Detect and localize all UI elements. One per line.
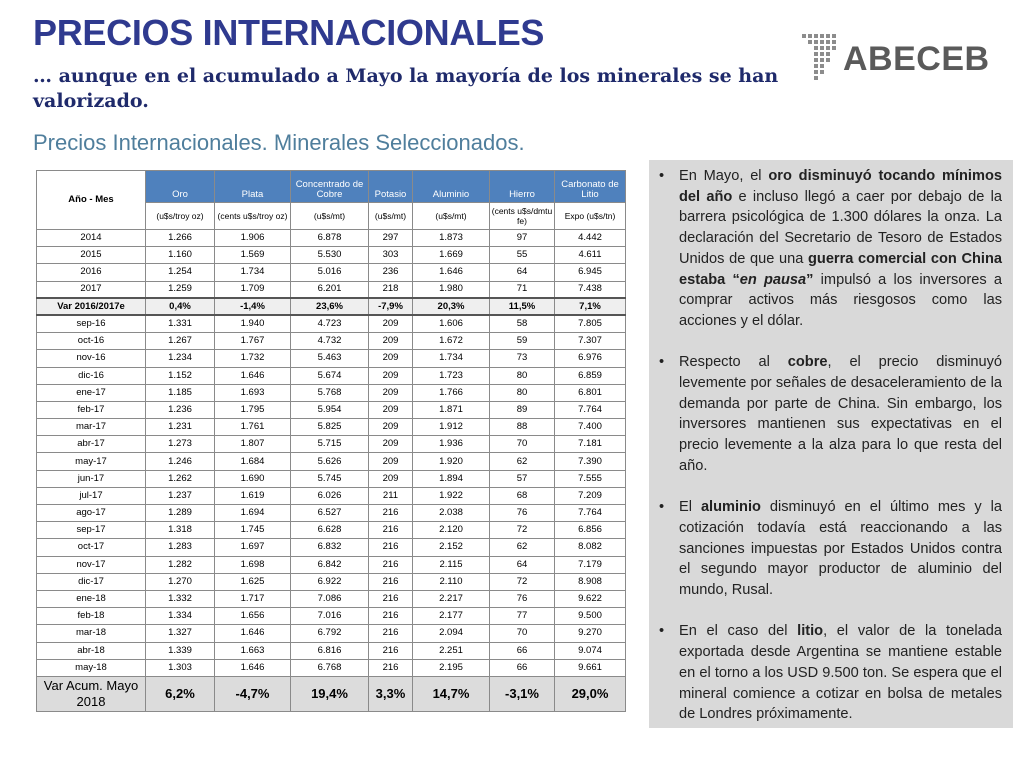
text-segment: En el caso del [679, 623, 798, 640]
table-cell: 1.273 [146, 436, 215, 453]
row-label: oct-17 [37, 539, 146, 556]
table-cell: 209 [369, 436, 413, 453]
table-row [37, 522, 626, 539]
table-cell: 1.236 [146, 401, 215, 418]
table-cell: 68 [490, 487, 555, 504]
table-row [37, 642, 626, 659]
table-cell: 236 [369, 264, 413, 281]
row-label: feb-18 [37, 608, 146, 625]
table-cell: 2.177 [413, 608, 490, 625]
accumulated-row-group [37, 676, 626, 711]
table-cell: 1.980 [413, 281, 490, 298]
table-cell: 6.856 [555, 522, 626, 539]
accumulated-variation-row [37, 676, 626, 711]
table-cell: 216 [369, 590, 413, 607]
table-cell: 97 [490, 230, 555, 247]
table-cell: 1.690 [215, 470, 291, 487]
table-row [37, 590, 626, 607]
table-cell: 70 [490, 436, 555, 453]
table-cell: 1.873 [413, 230, 490, 247]
column-header-plata: Plata [215, 171, 291, 203]
table-cell: 2.217 [413, 590, 490, 607]
table-cell: 2.115 [413, 556, 490, 573]
table-cell: 9.622 [555, 590, 626, 607]
table-row [37, 436, 626, 453]
table-cell: 6.859 [555, 367, 626, 384]
bullet-marker: • [659, 623, 665, 640]
table-cell: 2.110 [413, 573, 490, 590]
table-cell: 89 [490, 401, 555, 418]
table-cell: 72 [490, 573, 555, 590]
table-cell: 1.231 [146, 419, 215, 436]
table-cell: 5.768 [291, 384, 369, 401]
table-row [37, 487, 626, 504]
table-cell: 1.672 [413, 333, 490, 350]
table-row [37, 384, 626, 401]
bullet-marker: • [659, 168, 665, 184]
table-cell: 209 [369, 367, 413, 384]
table-cell: 1.732 [215, 350, 291, 367]
text-segment: , el precio disminuyó levemente por señales de desaceleramiento de la demanda por parte de China. Sin embargo, los inversores mantienen sus expectativas en el precio levemente a la alza para lo que resta del año. [679, 354, 1002, 474]
table-cell: 2.152 [413, 539, 490, 556]
table-cell: 1.684 [215, 453, 291, 470]
row-label: feb-17 [37, 401, 146, 418]
table-cell: -7,9% [369, 298, 413, 315]
column-header-hierro: Hierro [490, 171, 555, 203]
table-cell: 209 [369, 350, 413, 367]
table-row [37, 556, 626, 573]
row-label: 2014 [37, 230, 146, 247]
table-cell: 1.807 [215, 436, 291, 453]
table-cell: 6.832 [291, 539, 369, 556]
bullet-copper [659, 352, 1002, 476]
table-cell: 1.283 [146, 539, 215, 556]
table-cell: 5.745 [291, 470, 369, 487]
unit-potasio: (u$s/mt) [369, 203, 413, 230]
table-cell: 2.195 [413, 659, 490, 676]
table-cell: -1,4% [215, 298, 291, 315]
table-cell: 1.606 [413, 315, 490, 332]
table-cell: 216 [369, 625, 413, 642]
row-label: mar-17 [37, 419, 146, 436]
table-cell: 66 [490, 659, 555, 676]
table-cell: 209 [369, 419, 413, 436]
dotted-map-icon [800, 30, 844, 86]
table-cell: 70 [490, 625, 555, 642]
row-label: Var Acum. Mayo 2018 [37, 676, 146, 711]
bullet-marker: • [659, 354, 665, 371]
bullet-copper-text [679, 354, 1002, 474]
row-label: ene-18 [37, 590, 146, 607]
table-cell: 297 [369, 230, 413, 247]
table-cell: 9.074 [555, 642, 626, 659]
table-cell: 1.694 [215, 505, 291, 522]
table-row [37, 230, 626, 247]
table-cell: 209 [369, 453, 413, 470]
table-cell: 216 [369, 573, 413, 590]
table-cell: 64 [490, 556, 555, 573]
row-label: sep-16 [37, 315, 146, 332]
table-cell: 1.663 [215, 642, 291, 659]
unit-plata: (cents u$s/troy oz) [215, 203, 291, 230]
text-segment: litio [797, 623, 824, 640]
table-cell: 58 [490, 315, 555, 332]
table-cell: 1.912 [413, 419, 490, 436]
bullet-marker: • [659, 499, 665, 516]
bullet-gold-text [679, 168, 1002, 329]
table-cell: 8.908 [555, 573, 626, 590]
unit-cobre: (u$s/mt) [291, 203, 369, 230]
table-cell: 7.086 [291, 590, 369, 607]
table-cell: 7.390 [555, 453, 626, 470]
table-cell: 5.715 [291, 436, 369, 453]
table-cell: 7.764 [555, 505, 626, 522]
table-cell: 1.646 [215, 625, 291, 642]
table-cell: 1.697 [215, 539, 291, 556]
table-cell: 209 [369, 470, 413, 487]
table-cell: 1.894 [413, 470, 490, 487]
table-cell: 216 [369, 642, 413, 659]
table-cell: 1.795 [215, 401, 291, 418]
table-row [37, 281, 626, 298]
table-row [37, 505, 626, 522]
table-cell: 1.332 [146, 590, 215, 607]
table-row [37, 401, 626, 418]
column-header-oro: Oro [146, 171, 215, 203]
table-cell: 55 [490, 247, 555, 264]
table-cell: 1.619 [215, 487, 291, 504]
table-cell: 6.922 [291, 573, 369, 590]
table-cell: 7.179 [555, 556, 626, 573]
table-cell: 6.945 [555, 264, 626, 281]
table-cell: 6.801 [555, 384, 626, 401]
table-cell: 7.764 [555, 401, 626, 418]
table-cell: 9.500 [555, 608, 626, 625]
text-segment: El [679, 499, 701, 516]
row-label: abr-17 [37, 436, 146, 453]
table-cell: 1.698 [215, 556, 291, 573]
text-segment: ” [806, 271, 814, 288]
column-header-potasio: Potasio [369, 171, 413, 203]
table-cell: 4.442 [555, 230, 626, 247]
table-cell: 1.723 [413, 367, 490, 384]
table-cell: 7.805 [555, 315, 626, 332]
monthly-rows [37, 315, 626, 676]
table-cell: 1.318 [146, 522, 215, 539]
table-cell: 1.693 [215, 384, 291, 401]
table-cell: 1.717 [215, 590, 291, 607]
table-cell: 7,1% [555, 298, 626, 315]
table-cell: 2.038 [413, 505, 490, 522]
table-cell: 1.940 [215, 315, 291, 332]
row-label: Var 2016/2017e [37, 298, 146, 315]
table-cell: 9.661 [555, 659, 626, 676]
commentary-panel [649, 160, 1013, 728]
table-cell: 211 [369, 487, 413, 504]
table-row [37, 625, 626, 642]
table-row [37, 264, 626, 281]
table-cell: 1.906 [215, 230, 291, 247]
page-title: PRECIOS INTERNACIONALES [33, 12, 545, 53]
table-cell: 71 [490, 281, 555, 298]
table-cell: 4.723 [291, 315, 369, 332]
table-cell: 6.816 [291, 642, 369, 659]
table-cell: 1.646 [215, 659, 291, 676]
row-label: 2015 [37, 247, 146, 264]
row-label: ene-17 [37, 384, 146, 401]
table-cell: 5.530 [291, 247, 369, 264]
table-cell: 11,5% [490, 298, 555, 315]
table-cell: 80 [490, 367, 555, 384]
text-segment: oro disminuyó tocando mínimos del año [679, 168, 1002, 205]
table-cell: 216 [369, 522, 413, 539]
table-cell: 1.185 [146, 384, 215, 401]
row-label: abr-18 [37, 642, 146, 659]
table-cell: 4.611 [555, 247, 626, 264]
table-cell: 7.555 [555, 470, 626, 487]
table-row [37, 573, 626, 590]
table-row [37, 315, 626, 332]
text-segment: e incluso llegó a caer por debajo de la barrera psicológica de 1.300 dólares la onza. La declaración del Secretario de Tesoro de Estados Unidos de que una [679, 188, 1002, 267]
table-cell: 7.209 [555, 487, 626, 504]
table-cell: 1.237 [146, 487, 215, 504]
table-cell: 1.920 [413, 453, 490, 470]
row-label: dic-17 [37, 573, 146, 590]
table-cell: 1.625 [215, 573, 291, 590]
table-cell: 1.745 [215, 522, 291, 539]
table-cell: 5.463 [291, 350, 369, 367]
table-row [37, 470, 626, 487]
table-cell: 216 [369, 608, 413, 625]
text-segment: Respecto al [679, 354, 788, 371]
table-cell: 1.160 [146, 247, 215, 264]
table-cell: 2.120 [413, 522, 490, 539]
text-segment: aluminio [700, 499, 761, 516]
year-month-header: Año - Mes [37, 171, 146, 230]
row-label: ago-17 [37, 505, 146, 522]
table-cell: 1.327 [146, 625, 215, 642]
table-cell: 1.656 [215, 608, 291, 625]
text-segment: , el valor de la tonelada exportada desde Argentina se mantiene estable en el torno a los USD 9.500 ton. Se espera que el mineral comience a cotizar en bolsa de metales de Londres próximamente. [679, 623, 1003, 723]
table-cell: 57 [490, 470, 555, 487]
table-cell: 1.734 [413, 350, 490, 367]
row-label: nov-16 [37, 350, 146, 367]
table-cell: 8.082 [555, 539, 626, 556]
bullet-aluminium [659, 497, 1002, 601]
row-label: oct-16 [37, 333, 146, 350]
column-header-cobre: Concentrado de Cobre [291, 171, 369, 203]
table-cell: 1.259 [146, 281, 215, 298]
table-cell: 1.766 [413, 384, 490, 401]
table-cell: 66 [490, 642, 555, 659]
row-label: 2016 [37, 264, 146, 281]
table-cell: 218 [369, 281, 413, 298]
table-cell: 7.438 [555, 281, 626, 298]
table-cell: 1.334 [146, 608, 215, 625]
table-cell: 1.262 [146, 470, 215, 487]
table-cell: 9.270 [555, 625, 626, 642]
table-cell: 0,4% [146, 298, 215, 315]
table-row [37, 539, 626, 556]
row-label: nov-17 [37, 556, 146, 573]
table-cell: 303 [369, 247, 413, 264]
table-row [37, 350, 626, 367]
table-cell: 6.842 [291, 556, 369, 573]
table-cell: 29,0% [555, 676, 626, 711]
table-cell: 77 [490, 608, 555, 625]
table-cell: 1.331 [146, 315, 215, 332]
table-row [37, 453, 626, 470]
table-cell: 20,3% [413, 298, 490, 315]
table-cell: 5.954 [291, 401, 369, 418]
table-cell: 6.026 [291, 487, 369, 504]
bullet-lithium [659, 621, 1002, 725]
table-cell: 216 [369, 659, 413, 676]
table-cell: 5.016 [291, 264, 369, 281]
column-header-aluminio: Aluminio [413, 171, 490, 203]
table-cell: -3,1% [490, 676, 555, 711]
table-cell: 14,7% [413, 676, 490, 711]
table-cell: 59 [490, 333, 555, 350]
row-label: sep-17 [37, 522, 146, 539]
table-cell: 216 [369, 505, 413, 522]
table-cell: 1.254 [146, 264, 215, 281]
table-cell: 6.527 [291, 505, 369, 522]
table-cell: 5.626 [291, 453, 369, 470]
bullet-lithium-text [679, 623, 1002, 722]
table-cell: 1.761 [215, 419, 291, 436]
table-cell: 1.289 [146, 505, 215, 522]
table-cell: 1.246 [146, 453, 215, 470]
table-cell: 62 [490, 453, 555, 470]
table-cell: 1.709 [215, 281, 291, 298]
table-cell: 7.016 [291, 608, 369, 625]
table-cell: 1.871 [413, 401, 490, 418]
table-row [37, 659, 626, 676]
table-cell: 6.628 [291, 522, 369, 539]
table-cell: 4.732 [291, 333, 369, 350]
table-cell: -4,7% [215, 676, 291, 711]
section-title: Precios Internacionales. Minerales Seleccionados. [33, 130, 525, 155]
table-cell: 2.251 [413, 642, 490, 659]
text-segment: En Mayo, el [679, 168, 769, 184]
table-cell: 76 [490, 590, 555, 607]
page-subtitle: … aunque en el acumulado a Mayo la mayoría de los minerales se han valorizado. [33, 65, 779, 112]
table-cell: 1.922 [413, 487, 490, 504]
table-cell: 1.266 [146, 230, 215, 247]
unit-aluminio: (u$s/mt) [413, 203, 490, 230]
table-row [37, 419, 626, 436]
row-label: jun-17 [37, 470, 146, 487]
text-segment: disminuyó en el último mes y la cotización todavía está reaccionando a las sanciones impuestas por Estados Unidos contra el segundo mayor productor de aluminio del mundo, Rusal. [679, 499, 1003, 599]
table-cell: 1.669 [413, 247, 490, 264]
table-cell: 209 [369, 401, 413, 418]
table-cell: 76 [490, 505, 555, 522]
table-cell: 1.936 [413, 436, 490, 453]
table-row [37, 608, 626, 625]
row-label: may-18 [37, 659, 146, 676]
variation-row-group [37, 298, 626, 315]
table-cell: 7.181 [555, 436, 626, 453]
table-cell: 3,3% [369, 676, 413, 711]
table-cell: 88 [490, 419, 555, 436]
table-cell: 6,2% [146, 676, 215, 711]
row-label: dic-16 [37, 367, 146, 384]
text-segment: impulsó a los inversores a comprar activos más riesgosos como las acciones y el dólar. [679, 271, 1002, 329]
table-cell: 1.339 [146, 642, 215, 659]
table-row [37, 333, 626, 350]
column-header-litio: Carbonato de Litio [555, 171, 626, 203]
table-cell: 1.569 [215, 247, 291, 264]
table-cell: 2.094 [413, 625, 490, 642]
table-cell: 209 [369, 333, 413, 350]
table-cell: 1.282 [146, 556, 215, 573]
text-segment: cobre [787, 354, 828, 371]
table-cell: 62 [490, 539, 555, 556]
table-cell: 5.674 [291, 367, 369, 384]
table-cell: 1.646 [215, 367, 291, 384]
table-cell: 5.825 [291, 419, 369, 436]
table-cell: 209 [369, 384, 413, 401]
table-cell: 1.152 [146, 367, 215, 384]
unit-oro: (u$s/troy oz) [146, 203, 215, 230]
table-cell: 7.307 [555, 333, 626, 350]
unit-hierro: (cents u$s/dmtu fe) [490, 203, 555, 230]
bullet-aluminium-text [679, 499, 1002, 598]
table-cell: 6.976 [555, 350, 626, 367]
row-label: jul-17 [37, 487, 146, 504]
table-cell: 1.270 [146, 573, 215, 590]
unit-litio: Expo (u$s/tn) [555, 203, 626, 230]
mineral-prices-table [36, 170, 626, 712]
table-cell: 7.400 [555, 419, 626, 436]
table-cell: 1.303 [146, 659, 215, 676]
annual-rows [37, 230, 626, 299]
row-label: 2017 [37, 281, 146, 298]
table-cell: 6.792 [291, 625, 369, 642]
text-segment: guerra comercial con China estaba “ [679, 250, 1002, 288]
row-label: may-17 [37, 453, 146, 470]
table-cell: 80 [490, 384, 555, 401]
table-cell: 209 [369, 315, 413, 332]
table-row [37, 247, 626, 264]
table-cell: 6.201 [291, 281, 369, 298]
table-cell: 64 [490, 264, 555, 281]
table-cell: 23,6% [291, 298, 369, 315]
logo-text: ABECEB [843, 40, 990, 78]
table-cell: 1.234 [146, 350, 215, 367]
table-cell: 1.267 [146, 333, 215, 350]
table-cell: 19,4% [291, 676, 369, 711]
table-cell: 73 [490, 350, 555, 367]
table-cell: 1.646 [413, 264, 490, 281]
text-segment: en pausa [739, 271, 807, 288]
abeceb-logo [800, 30, 990, 86]
table-cell: 6.768 [291, 659, 369, 676]
table-cell: 1.767 [215, 333, 291, 350]
variation-row [37, 298, 626, 315]
table-cell: 6.878 [291, 230, 369, 247]
bullet-gold [659, 166, 1002, 332]
table-cell: 72 [490, 522, 555, 539]
table-cell: 1.734 [215, 264, 291, 281]
table-cell: 216 [369, 539, 413, 556]
table-row [37, 367, 626, 384]
row-label: mar-18 [37, 625, 146, 642]
table-cell: 216 [369, 556, 413, 573]
